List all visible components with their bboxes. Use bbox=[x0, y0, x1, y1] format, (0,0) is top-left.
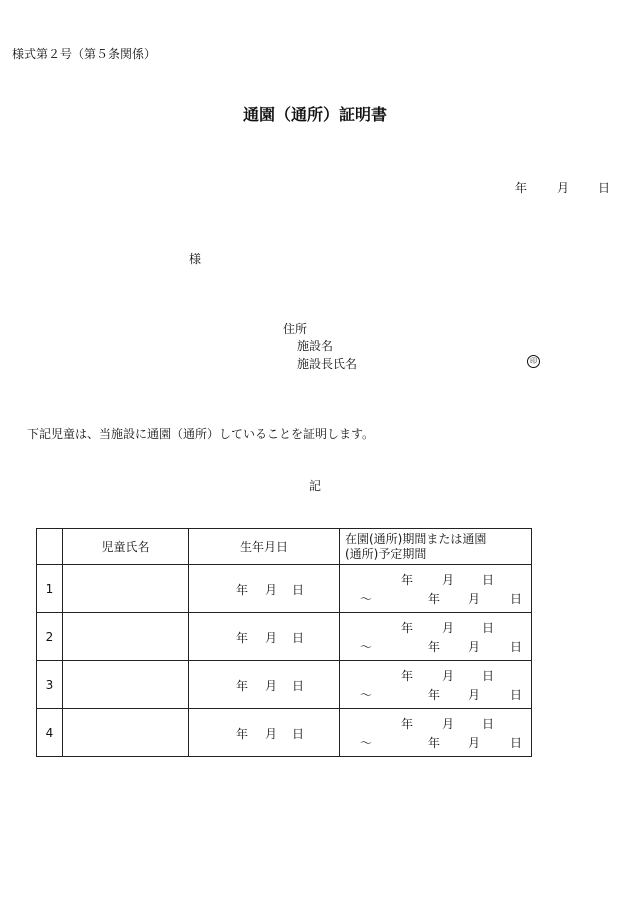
period-start-year: 年 bbox=[401, 573, 414, 587]
period-start-month: 月 bbox=[442, 669, 455, 683]
period-cell[interactable] bbox=[340, 613, 532, 661]
period-start-month: 月 bbox=[442, 717, 455, 731]
date-year-label: 年 bbox=[515, 181, 528, 195]
date-month-label: 月 bbox=[557, 181, 570, 195]
period-cell[interactable] bbox=[340, 709, 532, 757]
table-row bbox=[37, 613, 532, 661]
birth-date-cell[interactable] bbox=[189, 661, 340, 709]
period-end-day: 日 bbox=[510, 688, 523, 702]
period-start-month: 月 bbox=[442, 621, 455, 635]
ki-heading: 記 bbox=[308, 479, 321, 493]
period-end-month: 月 bbox=[468, 688, 481, 702]
child-name-cell[interactable] bbox=[63, 661, 189, 709]
document-title: 通園（通所）証明書 bbox=[242, 105, 387, 124]
addressee-suffix: 様 bbox=[189, 252, 202, 266]
dob-month: 月 bbox=[265, 727, 278, 741]
period-start-day: 日 bbox=[482, 621, 495, 635]
period-start-year: 年 bbox=[401, 669, 414, 683]
period-end-day: 日 bbox=[510, 592, 523, 606]
birth-date-cell[interactable] bbox=[189, 709, 340, 757]
period-start-year: 年 bbox=[401, 621, 414, 635]
period-end-year: 年 bbox=[428, 640, 441, 654]
child-name-cell[interactable] bbox=[63, 565, 189, 613]
address-label: 住所 bbox=[283, 322, 308, 336]
header-period-line2: (通所)予定期間 bbox=[345, 546, 427, 561]
period-end-year: 年 bbox=[428, 736, 441, 750]
header-child-name: 児童氏名 bbox=[63, 529, 189, 565]
period-end-month: 月 bbox=[468, 592, 481, 606]
period-start-day: 日 bbox=[482, 717, 495, 731]
period-cell[interactable] bbox=[340, 565, 532, 613]
form-number: 様式第２号（第５条関係） bbox=[12, 47, 157, 61]
period-end-year: 年 bbox=[428, 592, 441, 606]
birth-date-cell[interactable] bbox=[189, 565, 340, 613]
dob-day: 日 bbox=[292, 727, 305, 741]
row-number: 3 bbox=[37, 661, 63, 709]
dob-day: 日 bbox=[292, 583, 305, 597]
table-row bbox=[37, 709, 532, 757]
child-name-cell[interactable] bbox=[63, 709, 189, 757]
director-name-label: 施設長氏名 bbox=[297, 357, 358, 371]
period-start-month: 月 bbox=[442, 573, 455, 587]
dob-year: 年 bbox=[236, 631, 249, 645]
row-number: 1 bbox=[37, 565, 63, 613]
period-tilde: ～ bbox=[360, 640, 373, 654]
seal-mark: 印 bbox=[527, 355, 540, 368]
dob-month: 月 bbox=[265, 679, 278, 693]
row-number: 4 bbox=[37, 709, 63, 757]
period-cell[interactable] bbox=[340, 661, 532, 709]
table-row bbox=[37, 565, 532, 613]
children-table bbox=[36, 528, 532, 757]
header-birth-date: 生年月日 bbox=[189, 529, 340, 565]
dob-month: 月 bbox=[265, 631, 278, 645]
dob-year: 年 bbox=[236, 727, 249, 741]
period-end-year: 年 bbox=[428, 688, 441, 702]
certification-statement: 下記児童は、当施設に通園（通所）していることを証明します。 bbox=[27, 427, 375, 441]
dob-day: 日 bbox=[292, 679, 305, 693]
period-end-month: 月 bbox=[468, 640, 481, 654]
header-period bbox=[340, 529, 532, 565]
header-num bbox=[37, 529, 63, 565]
dob-day: 日 bbox=[292, 631, 305, 645]
period-start-day: 日 bbox=[482, 669, 495, 683]
period-start-day: 日 bbox=[482, 573, 495, 587]
table-header-row bbox=[37, 529, 532, 565]
period-tilde: ～ bbox=[360, 736, 373, 750]
period-end-day: 日 bbox=[510, 736, 523, 750]
dob-year: 年 bbox=[236, 679, 249, 693]
row-number: 2 bbox=[37, 613, 63, 661]
birth-date-cell[interactable] bbox=[189, 613, 340, 661]
child-name-cell[interactable] bbox=[63, 613, 189, 661]
date-day-label: 日 bbox=[598, 181, 611, 195]
dob-year: 年 bbox=[236, 583, 249, 597]
table-row bbox=[37, 661, 532, 709]
period-tilde: ～ bbox=[360, 592, 373, 606]
dob-month: 月 bbox=[265, 583, 278, 597]
period-end-month: 月 bbox=[468, 736, 481, 750]
period-tilde: ～ bbox=[360, 688, 373, 702]
period-end-day: 日 bbox=[510, 640, 523, 654]
header-period-line1: 在園(通所)期間または通園 bbox=[345, 531, 487, 546]
period-start-year: 年 bbox=[401, 717, 414, 731]
facility-name-label: 施設名 bbox=[297, 339, 334, 353]
